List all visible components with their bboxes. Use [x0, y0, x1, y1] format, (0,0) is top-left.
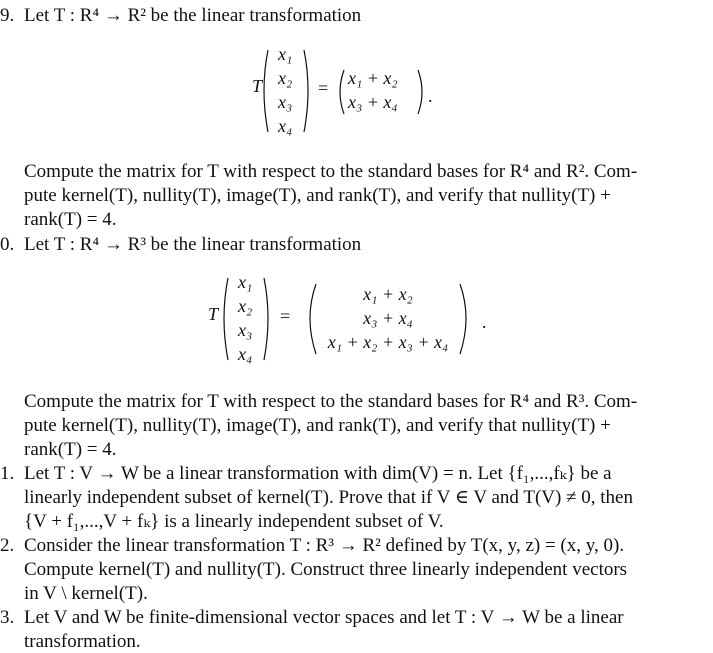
problem-number: 9. [0, 5, 15, 26]
vector-entry: x₁ + x₂ [363, 284, 413, 304]
vector-entry: x₃ + x₄ [363, 308, 413, 328]
period: . [482, 312, 487, 332]
text-line: linearly independent subset of kernel(T). Prove that if V ∈ V and T(V) ≠ 0, then [24, 487, 633, 508]
text-line: pute kernel(T), nullity(T), image(T), and rank(T), and verify that nullity(T) + [24, 185, 611, 206]
right-paren [304, 50, 308, 132]
problem-number: 3. [0, 607, 15, 628]
text-line: Let T : V → W be a linear transformation with dim(V) = n. Let {f₁,...,fₖ} be a [24, 463, 612, 484]
text-line: Compute the matrix for T with respect to the standard bases for R⁴ and R². Com- [24, 161, 638, 182]
vector-entry: x₃ [238, 320, 253, 340]
left-paren [224, 278, 228, 360]
vector-entry: x₁ [238, 272, 253, 292]
vector-entry: x₃ [278, 92, 293, 112]
vector-entry: x₂ [278, 68, 293, 88]
left-paren [264, 50, 268, 132]
text-line: in V \ kernel(T). [24, 583, 148, 604]
problem-number: 0. [0, 234, 15, 255]
text-line: Consider the linear transformation T : R³ → R² defined by T(x, y, z) = (x, y, 0). [24, 535, 625, 556]
text-line: rank(T) = 4. [24, 209, 117, 230]
vector-entry: x₁ [278, 44, 293, 64]
equals-sign: = [318, 78, 329, 98]
text-line: Let V and W be finite-dimensional vector spaces and let T : V → W be a linear [24, 607, 624, 628]
problem-number: 1. [0, 463, 15, 484]
vector-entry: x₄ [278, 116, 293, 136]
operator-symbol: T [252, 76, 263, 96]
vector-entry: x₁ + x₂ [348, 68, 398, 88]
text-line: Compute kernel(T) and nullity(T). Construct three linearly independent vectors [24, 559, 628, 580]
problem-intro: Let T : R⁴ → R² be the linear transformation [24, 5, 362, 26]
text-line: {V + f₁,...,V + fₖ} is a linearly independent subset of V. [24, 511, 444, 532]
text-line: pute kernel(T), nullity(T), image(T), and rank(T), and verify that nullity(T) + [24, 415, 611, 436]
right-paren [264, 278, 268, 360]
problem-intro: Let T : R⁴ → R³ be the linear transformation [24, 234, 362, 255]
equation-display [240, 40, 460, 146]
text-line: transformation. [24, 631, 141, 652]
equals-sign: = [280, 306, 291, 326]
problem-number: 2. [0, 535, 15, 556]
vector-entry: x₂ [238, 296, 253, 316]
equation-display [198, 268, 498, 374]
left-paren [310, 284, 316, 354]
vector-entry: x₄ [238, 344, 253, 364]
vector-entry: x₃ + x₄ [348, 92, 398, 112]
right-paren [460, 284, 466, 354]
text-line: rank(T) = 4. [24, 439, 117, 460]
right-paren [418, 70, 422, 114]
text-line: Compute the matrix for T with respect to the standard bases for R⁴ and R³. Com- [24, 391, 638, 412]
period: . [428, 86, 433, 106]
left-paren [340, 70, 344, 114]
vector-entry: x₁ + x₂ + x₃ + x₄ [327, 332, 449, 352]
operator-symbol: T [208, 304, 219, 324]
